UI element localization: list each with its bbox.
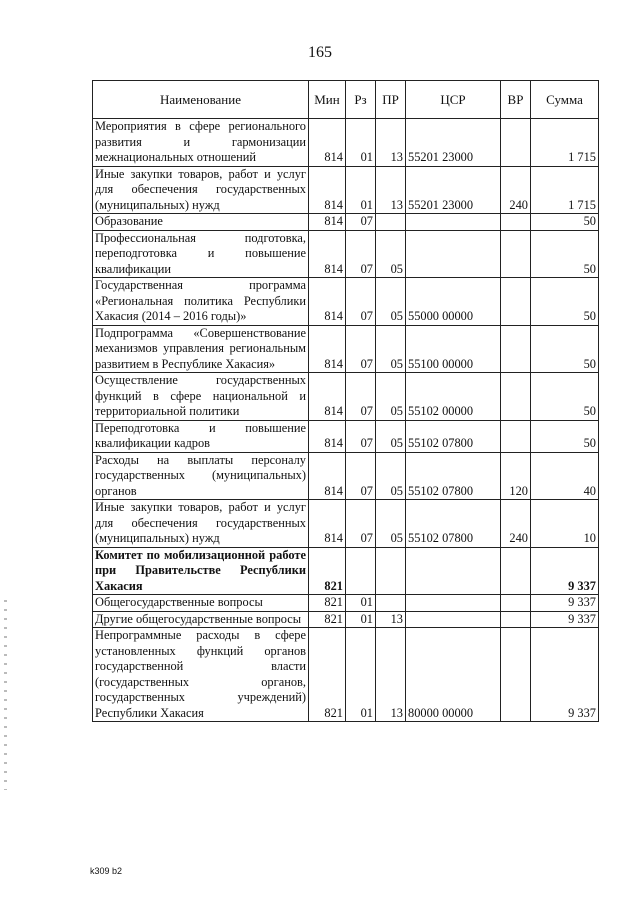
cell-pr: 13	[376, 611, 406, 628]
cell-vr	[501, 628, 531, 722]
table-row	[93, 278, 599, 326]
cell-csr: 55102 07800	[406, 420, 501, 452]
cell-min: 821	[309, 547, 346, 595]
table-row	[93, 500, 599, 548]
header-vr: ВР	[501, 81, 531, 119]
cell-min: 814	[309, 278, 346, 326]
cell-sum: 50	[531, 230, 599, 278]
cell-sum: 9 337	[531, 611, 599, 628]
cell-sum: 9 337	[531, 595, 599, 612]
cell-sum: 50	[531, 373, 599, 421]
cell-csr: 55000 00000	[406, 278, 501, 326]
cell-pr	[376, 547, 406, 595]
table-header-row	[93, 81, 599, 119]
cell-vr	[501, 230, 531, 278]
cell-min: 814	[309, 230, 346, 278]
cell-name: Профессиональная подготовка, переподготовка и повышение квалификации	[93, 230, 309, 278]
table-row	[93, 214, 599, 231]
header-pr: ПР	[376, 81, 406, 119]
cell-sum: 50	[531, 278, 599, 326]
cell-name: Мероприятия в сфере регионального развития и гармонизации межнациональных отношений	[93, 119, 309, 167]
table-row	[93, 611, 599, 628]
cell-pr: 05	[376, 230, 406, 278]
cell-name: Иные закупки товаров, работ и услуг для обеспечения государственных (муниципальных) нужд	[93, 500, 309, 548]
cell-min: 814	[309, 119, 346, 167]
table-row	[93, 325, 599, 373]
cell-pr: 05	[376, 325, 406, 373]
table-row	[93, 119, 599, 167]
cell-sum: 9 337	[531, 628, 599, 722]
cell-min: 814	[309, 500, 346, 548]
cell-pr: 13	[376, 628, 406, 722]
table-row	[93, 628, 599, 722]
table-row	[93, 452, 599, 500]
header-min: Мин	[309, 81, 346, 119]
cell-sum: 10	[531, 500, 599, 548]
cell-name: Другие общегосударственные вопросы	[93, 611, 309, 628]
cell-rz: 07	[346, 373, 376, 421]
table-row	[93, 547, 599, 595]
table-row	[93, 230, 599, 278]
cell-csr	[406, 611, 501, 628]
margin-marks	[4, 600, 7, 790]
cell-rz: 07	[346, 452, 376, 500]
cell-rz: 01	[346, 119, 376, 167]
cell-vr	[501, 420, 531, 452]
cell-csr	[406, 547, 501, 595]
cell-name: Непрограммные расходы в сфере установленных функций органов государственной власти (государственных органов, государственных учреждений) Республики Хакасия	[93, 628, 309, 722]
cell-rz: 07	[346, 278, 376, 326]
cell-rz: 01	[346, 628, 376, 722]
table-body	[93, 119, 599, 722]
cell-sum: 9 337	[531, 547, 599, 595]
cell-pr: 05	[376, 420, 406, 452]
cell-vr: 120	[501, 452, 531, 500]
cell-min: 814	[309, 373, 346, 421]
cell-rz: 07	[346, 325, 376, 373]
cell-rz	[346, 547, 376, 595]
cell-rz: 07	[346, 214, 376, 231]
cell-vr	[501, 595, 531, 612]
cell-min: 814	[309, 325, 346, 373]
cell-name: Подпрограмма «Совершенствование механизмов управления региональным развитием в Республике Хакасия»	[93, 325, 309, 373]
cell-csr: 80000 00000	[406, 628, 501, 722]
cell-sum: 50	[531, 214, 599, 231]
table-row	[93, 595, 599, 612]
cell-pr: 05	[376, 452, 406, 500]
cell-name: Расходы на выплаты персоналу государственных (муниципальных) органов	[93, 452, 309, 500]
cell-pr: 13	[376, 119, 406, 167]
cell-csr	[406, 230, 501, 278]
cell-pr: 05	[376, 500, 406, 548]
cell-rz: 01	[346, 595, 376, 612]
cell-min: 814	[309, 452, 346, 500]
cell-min: 814	[309, 420, 346, 452]
cell-name: Иные закупки товаров, работ и услуг для обеспечения государственных (муниципальных) нужд	[93, 166, 309, 214]
header-csr: ЦСР	[406, 81, 501, 119]
cell-name: Осуществление государственных функций в сфере национальной и территориальной политики	[93, 373, 309, 421]
footer-code: k309 b2	[90, 866, 123, 876]
cell-rz: 01	[346, 166, 376, 214]
cell-csr: 55102 07800	[406, 452, 501, 500]
cell-min: 814	[309, 214, 346, 231]
table-row	[93, 420, 599, 452]
cell-sum: 1 715	[531, 119, 599, 167]
cell-name: Государственная программа «Региональная политика Республики Хакасия (2014 – 2016 годы)»	[93, 278, 309, 326]
cell-vr	[501, 373, 531, 421]
cell-rz: 07	[346, 420, 376, 452]
cell-pr: 05	[376, 278, 406, 326]
cell-csr: 55102 00000	[406, 373, 501, 421]
cell-vr	[501, 547, 531, 595]
cell-csr: 55201 23000	[406, 166, 501, 214]
cell-min: 821	[309, 628, 346, 722]
cell-vr: 240	[501, 500, 531, 548]
cell-sum: 50	[531, 325, 599, 373]
cell-vr: 240	[501, 166, 531, 214]
cell-pr: 13	[376, 166, 406, 214]
cell-min: 814	[309, 166, 346, 214]
header-name: Наименование	[93, 81, 309, 119]
cell-vr	[501, 214, 531, 231]
cell-rz: 07	[346, 230, 376, 278]
cell-sum: 1 715	[531, 166, 599, 214]
cell-sum: 40	[531, 452, 599, 500]
cell-sum: 50	[531, 420, 599, 452]
cell-pr	[376, 214, 406, 231]
cell-name: Переподготовка и повышение квалификации кадров	[93, 420, 309, 452]
budget-table	[92, 80, 599, 722]
cell-csr: 55100 00000	[406, 325, 501, 373]
cell-name: Комитет по мобилизационной работе при Правительстве Республики Хакасия	[93, 547, 309, 595]
header-rz: Рз	[346, 81, 376, 119]
cell-name: Общегосударственные вопросы	[93, 595, 309, 612]
cell-csr	[406, 595, 501, 612]
cell-rz: 07	[346, 500, 376, 548]
cell-pr: 05	[376, 373, 406, 421]
header-sum: Сумма	[531, 81, 599, 119]
cell-vr	[501, 278, 531, 326]
cell-csr: 55102 07800	[406, 500, 501, 548]
cell-min: 821	[309, 611, 346, 628]
page-number: 165	[308, 44, 332, 61]
table-row	[93, 166, 599, 214]
cell-min: 821	[309, 595, 346, 612]
cell-csr	[406, 214, 501, 231]
cell-pr	[376, 595, 406, 612]
cell-vr	[501, 119, 531, 167]
cell-csr: 55201 23000	[406, 119, 501, 167]
cell-name: Образование	[93, 214, 309, 231]
cell-vr	[501, 611, 531, 628]
table-row	[93, 373, 599, 421]
cell-vr	[501, 325, 531, 373]
cell-rz: 01	[346, 611, 376, 628]
